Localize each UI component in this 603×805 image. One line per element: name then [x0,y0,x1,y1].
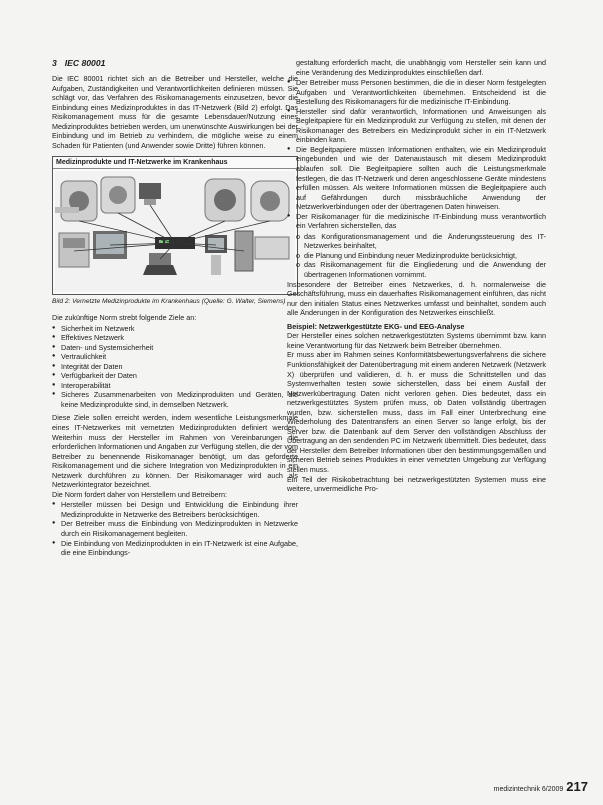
list-item: ● Effektives Netzwerk [52,333,298,343]
list-item: ● Die Einbindung von Medizinprodukten in ein IT-Netzwerk ist eine Aufgabe, die eine Einbindungs- [52,539,298,558]
paragraph-norm-demands: Die Norm fordert daher von Herstellern und Betreibern: [52,489,227,499]
pet-scanner-icon [205,179,245,221]
responsibilities-list [287,78,546,231]
list-item: ● Verfügbarkeit der Daten [52,371,298,381]
ct-scanner-icon [101,177,135,213]
list-item: ● Hersteller sind dafür verantwortlich, Informationen und Anweisungen als Begleitpapiere für ein Medizinprodukt zur Verfügung zu stellen, mit denen der Risikomanager des Betreibers ein Medizinprodukt sicher in ein IT-Netzwerk einbinden kann. [287,107,546,145]
scanner-icon-right [251,181,289,221]
page-number: 217 [566,779,588,794]
list-item: ● Daten- und Systemsicherheit [52,343,298,353]
list-item: ● Sicheres Zusammenarbeiten von Medizinprodukten und Geräten, die keine Medizinprodukte sind, in demselben Netzwerk. [52,390,298,409]
example-heading: Beispiel: Netzwerkgestützte EKG- und EEG-Analyse [287,321,465,331]
list-item: ● Der Risikomanager für die medizinische IT-Einbindung muss verantwortlich ein Verfahren sicherstellen, das [287,212,546,231]
list-item: ● Hersteller müssen bei Design und Entwicklung die Einbindung ihrer Medizinprodukte in Netzwerke des Betreibers berücksichtigen. [52,500,298,519]
paragraph-conformity: Er muss aber im Rahmen seines Konformitätsbewertungsverfahrens die sichere Funktionsfähigkeit der Datenübertragung mit einem anderen Netzwerk (Netzwerk X) überprüfen und validieren, d. h. er muss die Schnittstellen und das Systemverhalten testen sowie sicherstellen, dass bei einem Ausfall der Netzwerkübertragung Daten nicht verloren gehen. Dies bedeutet, dass ein netzwerkgestütztes System prüfen muss, ob Daten vollständig übertragen wurden, bzw. sicherstellen muss, dass im Fall einer Unterbrechung eine Wiederholung des Datentransfers an einen Server so lange erfolgt, bis der Server bzw. die Datenbank auf dem Server den vollständigen Abschluss der Übertragung an den sendenden PC im Netzwerk übermittelt. Dies bedeutet, dass der Hersteller dem Betreiber Informationen über den bestimmungsgemäßen und sicheren Betrieb seines Produktes in einer vernetzten Umgebung zur Verfügung stellen muss. [287,350,546,475]
figure-title: Medizinprodukte und IT-Netzwerke im Krankenhaus [53,157,297,169]
paragraph-requirements: Diese Ziele sollen erreicht werden, indem wesentliche Leistungsmerkmale eines IT-Netzwerkes mit vernetzten Medizinprodukten definiert werden. Weiterhin muss der Hersteller im Rahmen von Vereinbarungen die erforderlichen Informationen und Angaben zur Verfügung stellen, die der vom Betreiber zu benennende Risikomanager benötigt, um das geforderte Risikomanagement und die sichere Integration von Medizinprodukten in ein Netzwerk durchführen zu können. Der Risikomanager wird auch als Netzwerkintegrator bezeichnet. [52,413,298,490]
continued-text: gestaltung erforderlich macht, die unabhängig vom Hersteller sein kann und eine Veränderung des Medizinproduktes einschließen darf. [296,58,546,77]
list-item: ● Sicherheit im Netzwerk [52,324,298,334]
section-title: IEC 80001 [64,58,106,68]
list-item: ● Die Begleitpapiere müssen Informationen enthalten, wie ein Medizinprodukt eingebunden und wie der Datenaustausch mit diesem Medizinprodukt ablaufen soll. Die Begleitpapiere sollten auch die Leistungsmerkmale festlegen, die das IT-Netzwerk und deren angeschlossene Geräte mindestens erfüllen müssen. Als weitere Informationen müssen die Begleitpapiere auch auf Gefährdungen durch missbräuchliche Anwendung der Netzwerkverbindungen oder der übertragenen Daten hinweisen. [287,145,546,212]
demands-list [52,500,298,557]
section-heading [52,58,298,68]
list-item: ● Der Betreiber muss Personen bestimmen, die die in dieser Norm festgelegten Aufgaben und Verantwortlichkeiten übernehmen. Entscheidend ist die Bestellung des Risikomanagers für die medizinische IT-Einbindung. [287,78,546,107]
mri-scanner-icon [55,181,97,221]
paragraph-risk: Ein Teil der Risikobetrachtung bei netzwerkgestützten Systemen muss eine weitere, unvermeidliche Pro- [287,474,546,494]
figure-network [52,156,298,295]
goals-list [52,324,298,410]
list-item: ● Interoperabilität [52,381,298,391]
section-number: 3 [52,58,57,68]
list-item: o das Risikomanagement für die Eingliederung und die Anwendung der übertragenen Informationen vornimmt. [296,260,546,279]
list-item: ● Vertraulichkeit [52,352,298,362]
network-illustration [55,171,295,292]
intro-paragraph: Die IEC 80001 richtet sich an die Betreiber und Hersteller, welche die Aufgaben, Zuständigkeiten und Verantwortlichkeiten definieren müssen. Sie schlägt vor, das Verfahren des Risikomanagements einzusetzen, bevor die Einbindung eines Medizinproduktes in das IT-Netzwerk (Bild 2) erfolgt. Das Risikomanagement muss für die gesamte Lebensdauer/Nutzung eines Medizinproduktes betrieben werden, um unerwünschte Auswirkungen bei der Einbindung und im Betrieb zu verhindern, die mögliche weise zu einem Schaden für Patienten (und Anwender sowie Dritte) führen können. [52,74,298,150]
left-column [52,58,298,559]
list-item: ● Integrität der Daten [52,362,298,372]
paragraph-operator: Insbesondere der Betreiber eines Netzwerkes, d. h. normalerweise die Geschäftsführung, muss ein dauerhaftes Risikomanagement einführen, das nicht nur den initialen Status eines Netzwerkes umfasst und beinhaltet, sondern auch alle Änderungen in der Konfiguration des Netzwerkes einschließt. [287,279,546,318]
journal-issue: medizintechnik 6/2009 [493,786,564,793]
list-item: o die Planung und Einbindung neuer Medizinprodukte berücksichtigt, [296,251,546,261]
procedure-sublist [287,232,546,280]
list-item: o das Konfigurationsmanagement und die Änderungssteuerung des IT-Netzwerkes beinhaltet, [296,232,546,251]
list-item: ● Der Betreiber muss die Einbindung von Medizinprodukten in Netzwerke durch ein Risikomanagement begleiten. [52,519,298,538]
paragraph-manufacturer: Der Hersteller eines solchen netzwerkgestützten Systems übernimmt bzw. kann keine Verantwortung für das Netzwerk beim Betreiber übernehmen. [287,331,546,350]
page-footer [478,779,588,794]
goals-intro: Die zukünftige Norm strebt folgende Ziele an: [52,312,197,322]
figure-caption: Bild 2: Vernetzte Medizinprodukte im Krankenhaus (Quelle: G. Walter, Siemens) [52,298,286,306]
right-column [287,58,546,494]
